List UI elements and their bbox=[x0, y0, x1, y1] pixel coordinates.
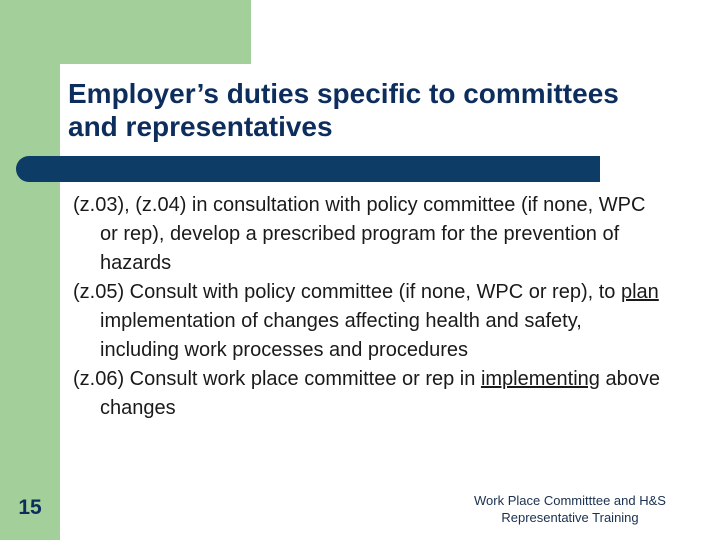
underlined-word: implementing bbox=[480, 368, 600, 390]
underlined-word: plan bbox=[620, 281, 659, 303]
left-accent-bar bbox=[0, 0, 60, 540]
bullet-item bbox=[73, 278, 663, 365]
footer-text bbox=[462, 492, 678, 526]
title-underline-bar bbox=[16, 156, 600, 182]
footer-line: Representative Training bbox=[501, 510, 639, 525]
bullet-list bbox=[73, 191, 663, 423]
footer-line: Work Place Committtee and H&S bbox=[474, 493, 666, 508]
bullet-text: (z.06) Consult work place committee or rep in bbox=[73, 368, 481, 390]
slide-number: 15 bbox=[18, 496, 42, 519]
bullet-text: (z.03), (z.04) in consultation with policy committee (if none, WPC or rep), develop a prescribed program for the prevention of hazards bbox=[73, 194, 646, 274]
slide-title: Employer’s duties specific to committees and representatives bbox=[68, 78, 619, 142]
bullet-text: implementation of changes affecting health and safety, including work processes and procedures bbox=[100, 310, 582, 361]
top-accent-block bbox=[60, 0, 251, 64]
bullet-item bbox=[73, 191, 663, 278]
bullet-text: (z.05) Consult with policy committee (if none, WPC or rep), to bbox=[73, 281, 621, 303]
bullet-text: above changes bbox=[100, 368, 660, 419]
bullet-item bbox=[73, 365, 663, 423]
